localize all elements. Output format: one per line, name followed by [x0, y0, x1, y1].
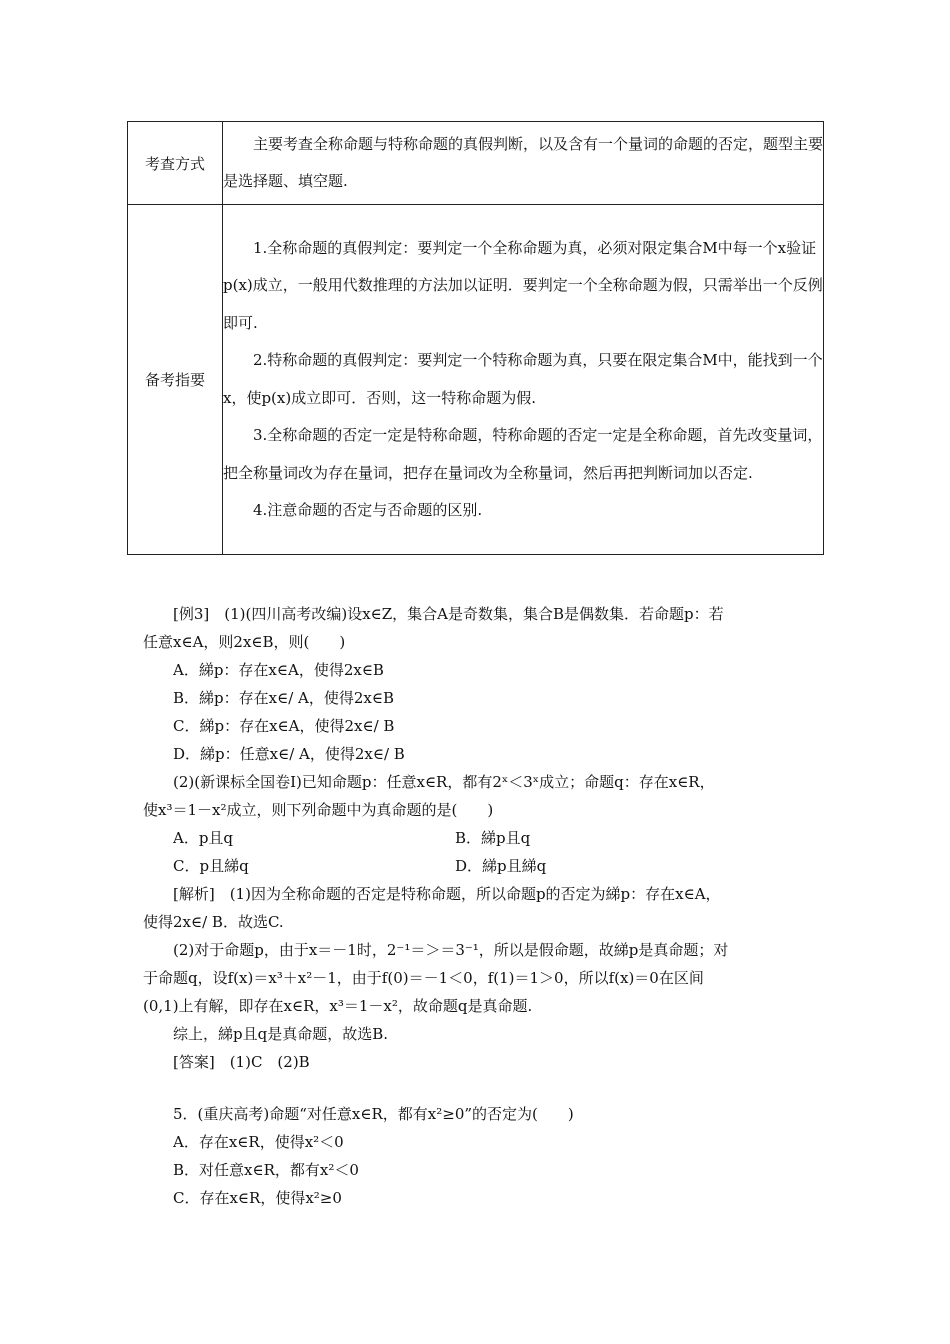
exam-info-table: [127, 121, 824, 555]
analysis-line: (2)对于命题p，由于x＝－1时，2⁻¹＝＞＝3⁻¹，所以是假命题，故綈p是真命题；对: [173, 941, 729, 959]
options-row: [143, 824, 823, 852]
spacer: [143, 1076, 823, 1100]
analysis-line: 于命题q，设f(x)＝x³＋x²－1，由于f(0)＝－1＜0，f(1)＝1＞0，所以f(x)＝0在区间: [143, 969, 704, 987]
option-c: C．綈p：存在x∈A，使得2x∈/ B: [173, 717, 395, 735]
example-line: 任意x∈A，则2x∈B，则( ): [143, 633, 346, 651]
table-row: [128, 205, 824, 555]
example-line: 使x³＝1－x²成立，则下列命题中为真命题的是( ): [143, 801, 494, 819]
option-a: A．存在x∈R，使得x²＜0: [173, 1133, 344, 1151]
example-line: (2)(新课标全国卷Ⅰ)已知命题p：任意x∈R，都有2ˣ＜3ˣ成立；命题q：存在x∈R，: [173, 773, 715, 791]
row-label: 考查方式: [128, 122, 223, 205]
option-b: B．綈p且q: [455, 829, 531, 847]
options-row: [143, 852, 823, 880]
paragraph: 3.全称命题的否定一定是特称命题，特称命题的否定一定是全称命题，首先改变量词，把全称量词改为存在量词，把存在量词改为全称量词，然后再把判断词加以否定.: [223, 426, 823, 482]
row-content: [223, 122, 824, 205]
row-label: 备考指要: [128, 205, 223, 555]
analysis-line: 使得2x∈/ B．故选C.: [143, 913, 284, 931]
example-section: [143, 600, 823, 1212]
option-d: D．綈p：任意x∈/ A，使得2x∈/ B: [173, 745, 405, 763]
answer-line: [答案] (1)C (2)B: [173, 1053, 310, 1071]
option-b: B．綈p：存在x∈/ A，使得2x∈B: [173, 689, 394, 707]
example-line: [例3] (1)(四川高考改编)设x∈Z，集合A是奇数集，集合B是偶数集．若命题p：若: [173, 605, 724, 623]
option-c: C．p且綈q: [173, 857, 249, 875]
paragraph: 主要考查全称命题与特称命题的真假判断，以及含有一个量词的命题的否定，题型主要是选择题、填空题.: [223, 134, 824, 190]
option-a: A．綈p：存在x∈A，使得2x∈B: [173, 661, 384, 679]
analysis-line: [解析] (1)因为全称命题的否定是特称命题，所以命题p的否定为綈p：存在x∈A，: [173, 885, 721, 903]
option-b: B．对任意x∈R，都有x²＜0: [173, 1161, 359, 1179]
exercise-question: 5．(重庆高考)命题“对任意x∈R，都有x²≥0”的否定为( ): [173, 1105, 574, 1123]
analysis-line: (0,1)上有解，即存在x∈R，x³＝1－x²，故命题q是真命题.: [143, 997, 533, 1015]
option-d: D．綈p且綈q: [455, 857, 547, 875]
analysis-line: 综上，綈p且q是真命题，故选B.: [173, 1025, 388, 1043]
paragraph: 1.全称命题的真假判定：要判定一个全称命题为真，必须对限定集合M中每一个x验证p(x)成立，一般用代数推理的方法加以证明．要判定一个全称命题为假，只需举出一个反例即可.: [223, 238, 823, 332]
paragraph: 2.特称命题的真假判定：要判定一个特称命题为真，只要在限定集合M中，能找到一个x，使p(x)成立即可．否则，这一特称命题为假.: [223, 351, 823, 407]
row-content: [223, 205, 824, 555]
option-a: A．p且q: [173, 829, 234, 847]
table-row: [128, 122, 824, 205]
paragraph: 4.注意命题的否定与否命题的区别.: [253, 501, 483, 519]
option-c: C．存在x∈R，使得x²≥0: [173, 1189, 342, 1207]
